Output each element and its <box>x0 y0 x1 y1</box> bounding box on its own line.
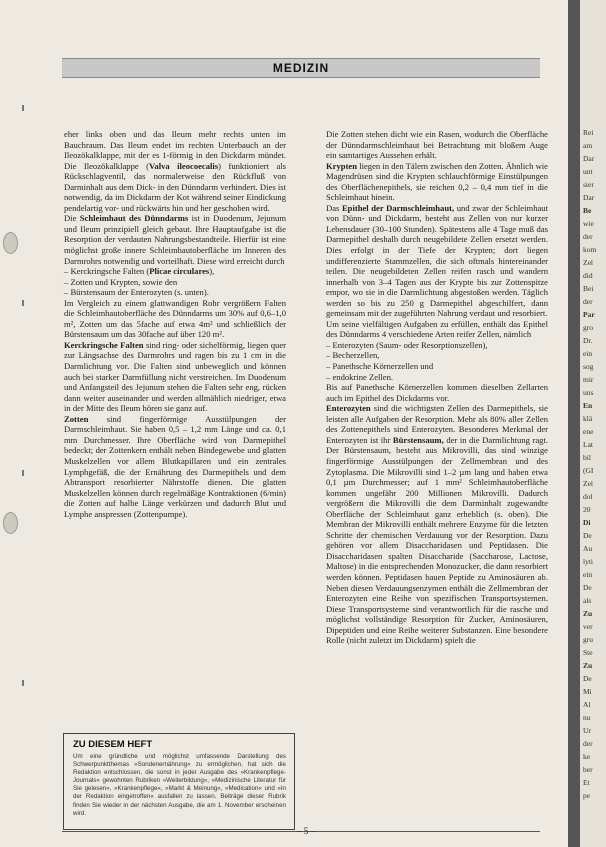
info-box-title: ZU DIESEM HEFT <box>73 739 153 750</box>
paragraph <box>326 403 548 646</box>
adjacent-page-fragment: De <box>583 674 592 683</box>
adjacent-page-fragment: Rei <box>583 128 594 137</box>
left-text-column <box>64 129 286 519</box>
adjacent-page-fragment: gru <box>583 635 593 644</box>
adjacent-page-fragment: Dr. <box>583 336 593 345</box>
text-run: ist in Duodenum, Jejunum und Ileum prinzipiell gleich gebaut. Ihre Hauptaufgabe ist die Resorption der verdauten Nahrungsbestandteile. Hierfür ist eine möglichst große innere Schleimhautoberfläche im Inneren des Darmrohrs notwendig und vorteilhaft. Diese wird erreicht durch <box>64 213 286 266</box>
dash-list <box>64 266 286 298</box>
adjacent-page-fragment: mir <box>583 375 594 384</box>
text-run: Becherzellen, <box>332 350 380 361</box>
margin-mark <box>22 680 24 686</box>
adjacent-page-fragment: ver <box>583 622 593 631</box>
page-number: – 5 – <box>297 826 315 836</box>
list-item <box>326 350 548 361</box>
list-item <box>64 277 286 288</box>
adjacent-page-fragment: sog <box>583 362 594 371</box>
bold-term: Bürstensaum, <box>392 434 444 445</box>
text-run: liegen in den Tälern zwischen den Zotten. Ähnlich wie Magendrüsen sind die Krypten schlauchförmige Einstülpungen des Oberflächenepithels, sie reichen 0,2 – 0,4 mm tief in die Schleimhaut hinein. <box>326 160 548 203</box>
text-run: Die Zotten stehen dicht wie ein Rasen, wodurch die Oberfläche der Dünndarmschleimhaut bei Betrachtung mit bloßem Auge ein samtartiges Aussehen erhält. <box>326 129 548 161</box>
text-run: der in die Darmlichtung ragt. Der Bürstensaum, besteht aus Mikrovilli, das sind winzige fingerförmige Ausstülpungen der Zellmembran und des Zytoplasma. Die Mikrovilli sind 1–2 µm lang und haben etwa 0,1 µm Durchmesser; auf 1 mm² Schleimhautoberfläche kommen ungefähr 200 Millionen Mikrovilli. Dadurch vergrößern die Mikrovilli die dem Darminhalt zugewandte Oberfläche der Schleimhaut ganz erheblich (s. oben). Die Membran der Mikrovilli enthält mehrere Enzyme für die letzten Schritte der chemischen Verdauung vor der Resorption. Dazu gehören vor allem Disaccharidasen und Peptidasen. Die Disaccharidasen spalten Disaccharide (Saccharose, Lactose, Maltose) in die entsprechenden Monozucker, die dann resorbiert werden können. Peptidasen bauen Peptide zu Aminosäuren ab. Neben diesen Verdauungsenzymen enthält die Zellmembran der Enterozyten eine Reihe von spezifischen Transportsystemen. Diese Transportsysteme sind verantwortlich für die rasche und möglichst vollständige Resorption für Zucker, Aminosäuren, Dipeptiden und eine Reihe weiterer Substanzen. Eine besondere Rolle (nicht zuletzt im Dickdarm) spielt die <box>326 434 548 646</box>
margin-mark <box>22 105 24 111</box>
bold-term: Krypten <box>326 160 358 171</box>
adjacent-page-fragment: Zu <box>583 661 593 670</box>
adjacent-page-fragment: ke <box>583 752 591 761</box>
paragraph <box>64 298 286 340</box>
bold-term: Plicae circulares <box>149 266 210 277</box>
adjacent-page-fragment: Di <box>583 518 591 527</box>
paragraph <box>326 382 548 403</box>
info-box-text: Um eine gründliche und möglichst umfassende Darstellung des Schwerpunktthemas »Sondenernährung« zu ermöglichen, hat sich die Redaktion entschlossen, die sonst in jeder Ausgabe des »Krankenpflege-Journals« gewohnten Rubriken »Weiterbildung«, »Medizinische Literatur für Sie gelesen«, »Krankenpflege«, »Markt & Meinung«, »Medication« und »In der Redaktion eingetroffen« ausfallen zu lassen. Beiträge dieser Rubrik finden Sie wieder in der nächsten Ausgabe, die am 1. November erscheinen wird. <box>73 753 286 817</box>
list-item <box>326 361 548 372</box>
text-run: Enterozyten (Saum- oder Resorptionszellen), <box>332 339 488 350</box>
adjacent-page-fragment: dol <box>583 492 593 501</box>
adjacent-page-fragment: bil <box>583 453 591 462</box>
binder-hole <box>3 512 18 534</box>
text-run: sind die wichtigsten Zellen des Darmepithels, sie leisten alle Aufgaben der Resorption. Mehr als 80% aller Zellen des Zottenepithels sind Enterozyten. Besonderes Merkmal der Enterozyten ist ihr <box>326 403 548 445</box>
adjacent-page-fragment: lyti <box>583 557 594 566</box>
text-run: Die <box>64 213 80 224</box>
adjacent-page-fragment: pe <box>583 791 591 800</box>
adjacent-page-fragment: Dar <box>583 154 595 163</box>
adjacent-page-fragment: Zu <box>583 609 593 618</box>
adjacent-page-fragment: Zel <box>583 479 593 488</box>
right-text-column <box>326 129 548 646</box>
adjacent-page-fragment: der <box>583 739 593 748</box>
text-run: ), <box>209 266 215 277</box>
bold-term: Zotten <box>64 413 89 424</box>
adjacent-page-fragment: Au <box>583 544 593 553</box>
list-item <box>326 372 548 383</box>
section-title: MEDIZIN <box>272 61 330 75</box>
margin-mark <box>22 470 24 476</box>
adjacent-page-fragment: Et <box>583 778 590 787</box>
adjacent-page-fragment: Bei <box>583 284 594 293</box>
bold-term: Kerckringsche Falten <box>64 339 144 350</box>
adjacent-page-fragment: Be <box>583 206 592 215</box>
text-run: sind ring- oder sichelförmig, liegen quer zur Längsachse des Darmrohrs und ragen bis zu 1 cm in die Darmlichtung vor. Die Falten sind unbeweglich und können auch bei starker Darmfüllung nicht verstreichen. Im Duodenum und Anfangsteil des Jejunum stehen die Falten sehr eng, rücken dann weiter auseinander und werden allmählich niedriger, etwa in der Mitte des Ileum hören sie ganz auf. <box>64 339 286 414</box>
list-item <box>64 287 286 298</box>
text-run: Kerckringsche Falten ( <box>70 266 150 277</box>
bold-term: Schleimhaut des Dünndarms <box>79 213 189 224</box>
adjacent-page-fragment: als <box>583 596 592 605</box>
margin-mark <box>22 300 24 306</box>
adjacent-page-fragment: der <box>583 232 593 241</box>
adjacent-page-fragment: did <box>583 271 593 280</box>
paragraph <box>64 340 286 414</box>
text-run: Bis auf Panethsche Körnerzellen kommen dieselben Zellarten auch im Epithel des Dickdarms vor. <box>326 382 548 403</box>
text-run: Um seine vielfältigen Aufgaben zu erfüllen, enthält das Epithel des Dünndarms 4 verschiedene Arten reifer Zellen, nämlich <box>326 318 548 340</box>
text-run: eher links oben und das Ileum mehr rechts unten im Bauchraum. Das Ileum endet im rechten Unterbauch an der Ileozökalklappe, mit der es 1-förmig in den Dickdarm mündet. Die Ileozökalklappe ( <box>64 129 286 171</box>
paragraph <box>326 319 548 340</box>
adjacent-page-edge <box>580 0 606 847</box>
adjacent-page-fragment: Ste <box>583 648 593 657</box>
paragraph <box>326 161 548 203</box>
text-run: Das <box>326 202 342 213</box>
text-run: sind fingerförmige Ausstülpungen der Darmschleimhaut. Sie haben 0,5 – 1,2 mm Länge und ca. 0,1 mm Durchmesser. Ihre Oberfläche wird von Darmepithel bedeckt; der Zottenkern enthält neben Bindegewebe und glatten Muskelzellen vor allem Blutkapillaren und ein zentrales Lymphgefäß, die der Ernährung des Darmepithels und dem Abtransport resorbierter Nährstoffe dienen. Die glatten Muskelzellen können durch regelmäßige Kontraktionen (6/min) die Zotten auf halbe Länge verkürzen und dadurch Blut und Lymphe anspressen (Zottenpumpe). <box>64 413 286 519</box>
text-run: Panethsche Körnerzellen und <box>332 361 434 372</box>
section-header <box>62 58 540 78</box>
text-run: ) funktioniert als Rückschlagventil, das normalerweise den Rückfluß von Darminhalt aus dem Dick- in den Dünndarm verhindert. Dies ist notwendig, da im Dickdarm der Kot während seiner Eindickung pendelartig vor- und rückwärts hin und her geschoben wird. <box>64 160 286 213</box>
bold-term: Enterozyten <box>326 403 371 414</box>
adjacent-page-fragment: Al <box>583 700 591 709</box>
adjacent-page-fragment: De <box>583 583 592 592</box>
adjacent-page-fragment: Par <box>583 310 595 319</box>
adjacent-page-fragment: klä <box>583 414 593 423</box>
adjacent-page-fragment: Mi <box>583 687 592 696</box>
adjacent-page-fragment: Lat <box>583 440 593 449</box>
bold-term: Epithel der Darmschleimhaut, <box>341 202 455 213</box>
binder-hole <box>3 232 18 254</box>
adjacent-page-fragment: kom <box>583 245 597 254</box>
text-run: und zwar der Schleimhaut von Dünn- und Dickdarm, besteht aus Zellen von nur kurzer Lebensdauer (30–100 Stunden). Spätestens alle 4 Tage muß das Darmepithel deshalb durch neugebildete Zellen ersetzt werden. Dies erfolgt in der Tiefe der Krypten; dort liegen undifferenzierte Stammzellen, die sich oftmals hintereinander teilen. Die neugebildeten Zellen reifen rasch und wandern innerhalb von 3–4 Tagen aus der Krypte bis zur Zottenspitze empor, wo sie in die Darmlichtung abgestoßen werden. Täglich werden so bis zu 250 g Darmepithel abgeschilfert, dann gemeinsam mit der zugeführten Nahrung verdaut und resorbiert. <box>326 202 548 319</box>
adjacent-page-fragment: (GI <box>583 466 594 475</box>
list-item <box>64 266 286 277</box>
adjacent-page-fragment: gro <box>583 323 593 332</box>
adjacent-page-fragment: nu <box>583 713 591 722</box>
adjacent-page-fragment: uns <box>583 388 594 397</box>
paragraph <box>64 213 286 266</box>
bold-term: Valva ileocoecalis <box>149 160 219 171</box>
dash-list <box>326 340 548 382</box>
paragraph <box>64 129 286 213</box>
adjacent-page-fragment: De <box>583 531 592 540</box>
list-item <box>326 340 548 351</box>
paragraph <box>64 414 286 519</box>
adjacent-page-fragment: ein <box>583 349 593 358</box>
adjacent-page-fragment: unt <box>583 167 593 176</box>
text-run: endokrine Zellen. <box>332 371 394 382</box>
paragraph <box>326 129 548 161</box>
paragraph <box>326 203 548 319</box>
adjacent-page-fragment: ber <box>583 765 593 774</box>
adjacent-page-fragment: der <box>583 297 593 306</box>
text-run: Bürstensaum der Enterozyten (s. unten). <box>70 287 209 298</box>
adjacent-page-fragment: wie <box>583 219 594 228</box>
adjacent-page-fragment: 20 <box>583 505 591 514</box>
adjacent-page-fragment: ene <box>583 427 594 436</box>
adjacent-page-fragment: am <box>583 141 593 150</box>
adjacent-page-fragment: Zel <box>583 258 593 267</box>
adjacent-page-fragment: Dar <box>583 193 595 202</box>
adjacent-page-fragment: sier <box>583 180 594 189</box>
adjacent-page-fragment: Ur <box>583 726 591 735</box>
adjacent-page-fragment: ein <box>583 570 593 579</box>
text-run: Zotten und Krypten, sowie den <box>70 276 178 287</box>
text-run: Im Vergleich zu einem glattwandigen Rohr vergrößern Falten die Schleimhautoberfläche des Dünndarms um 30% auf 0,6–1,0 m², Zotten um das 5fache auf etwa 4m² und schließlich der Bürstensaum um das 30fache auf über 120 m². <box>64 297 286 340</box>
info-box <box>63 733 295 830</box>
adjacent-page-fragment: En <box>583 401 593 410</box>
